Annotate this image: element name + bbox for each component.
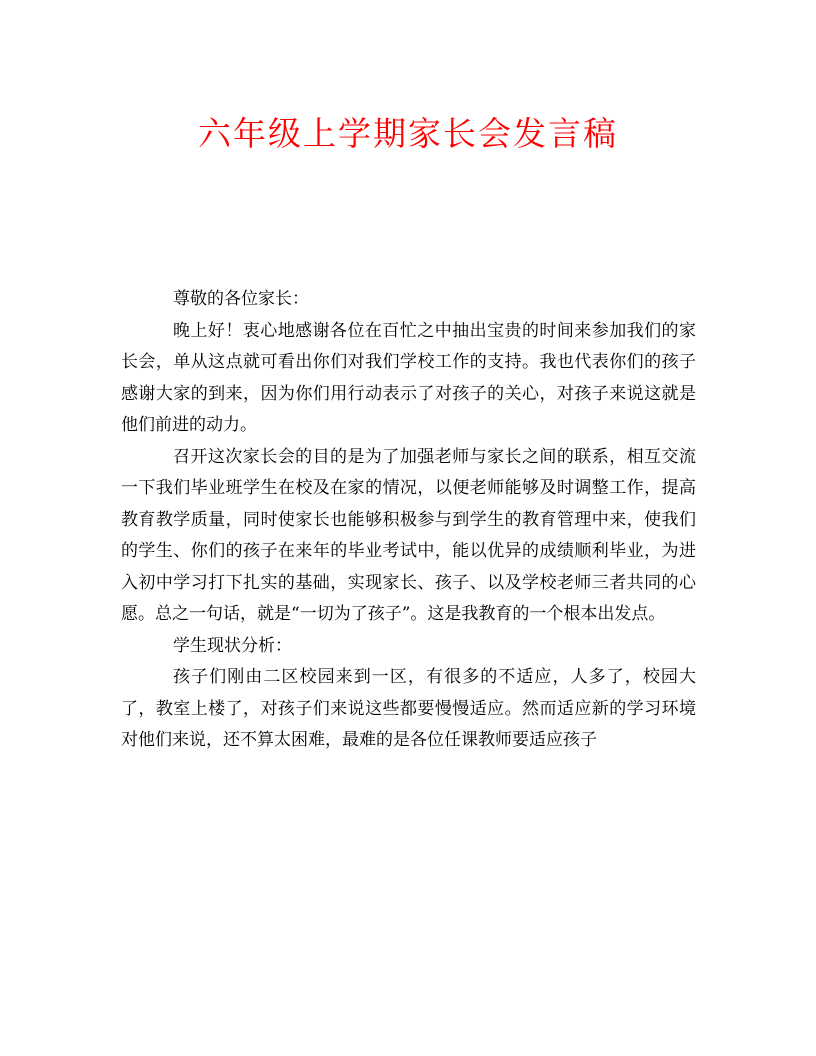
analysis-paragraph: 孩子们刚由二区校园来到一区，有很多的不适应，人多了，校园大了，教室上楼了，对孩子们来说这些都要慢慢适应。然而适应新的学习环境对他们来说，还不算太困难，最难的是各位任课教师要适应孩子 xyxy=(121,667,696,750)
section-heading-paragraph: 学生现状分析： xyxy=(173,635,292,656)
document-title: 六年级上学期家长会发言稿 xyxy=(198,114,618,153)
document-body xyxy=(121,284,696,757)
purpose-paragraph: 召开这次家长会的目的是为了加强老师与家长之间的联系，相互交流一下我们毕业班学生在校及在家的情况，以便老师能够及时调整工作，提高教育教学质量，同时使家长也能够积极参与到学生的教育管理中来，使我们的学生、你们的孩子在来年的毕业考试中，能以优异的成绩顺利毕业，为进入初中学习打下扎实的基础，实现家长、孩子、以及学校老师三者共同的心愿。总之一句话，就是“一切为了孩子”。这是我教育的一个根本出发点。 xyxy=(121,446,696,624)
greeting-paragraph: 晚上好！衷心地感谢各位在百忙之中抽出宝贵的时间来参加我们的家长会，单从这点就可看出你们对我们学校工作的支持。我也代表你们的孩子感谢大家的到来，因为你们用行动表示了对孩子的关心，对孩子来说这就是他们前进的动力。 xyxy=(121,320,696,435)
salutation-paragraph: 尊敬的各位家长： xyxy=(173,289,309,309)
